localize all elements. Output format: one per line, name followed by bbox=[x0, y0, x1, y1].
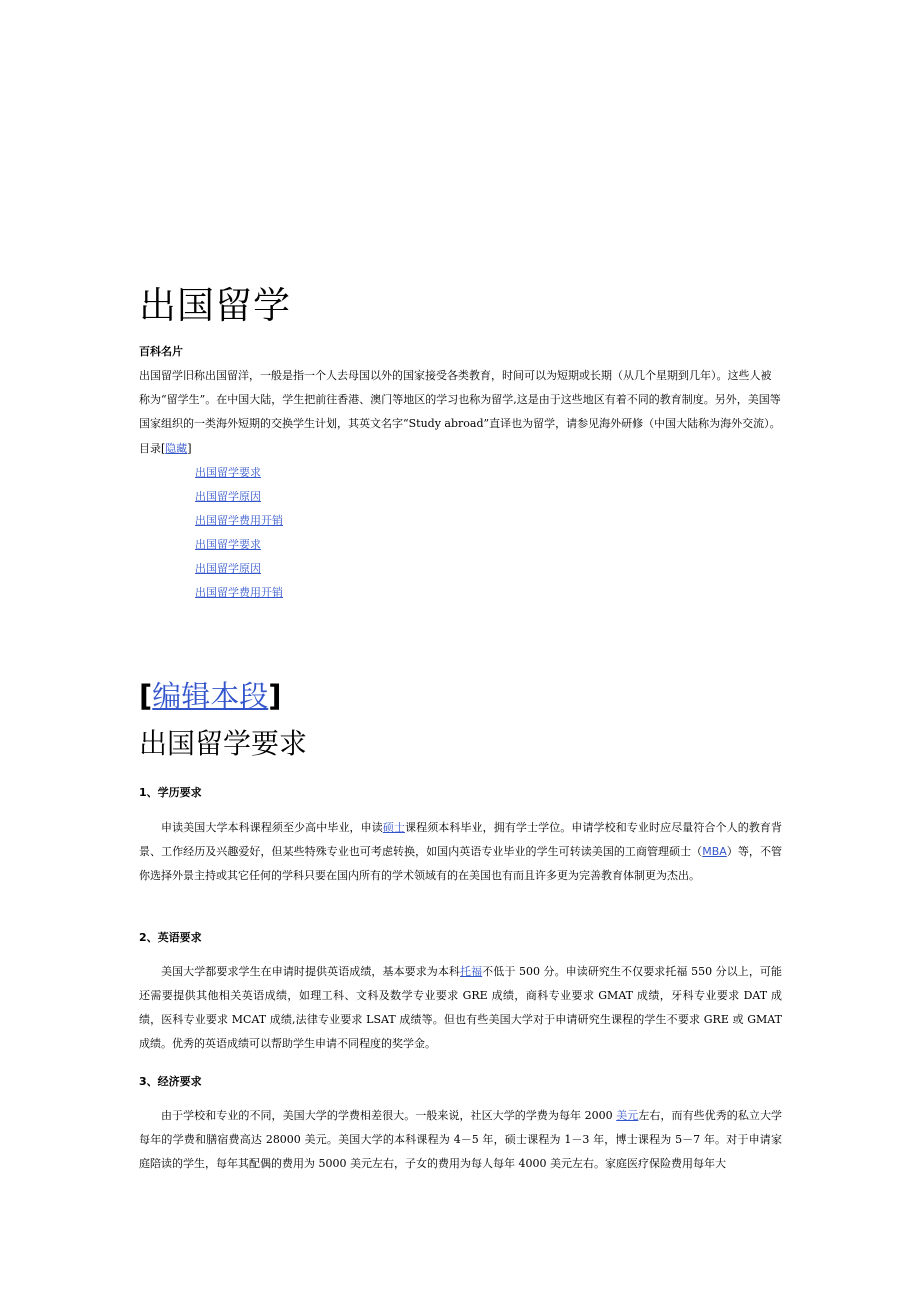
text-span: 不低于 500 分。申读研究生不仅要求托福 550 分以上，可能还需要提供其他相关英语成绩，如理工科、文科及数学专业要求 GRE 成绩，商科专业要求 GMAT 成绩，牙科专业要求 DAT 成绩，医科专业要求 MCAT 成绩,法律专业要求 LSAT 成绩等。但也有些美国大学对于申请研究生课程的学生不要求 GRE 或 GMAT 成绩。优秀的英语成绩可以帮助学生申请不同程度的奖学金。 bbox=[139, 965, 783, 1050]
toc-link-requirements[interactable]: 出国留学要求 bbox=[195, 466, 261, 479]
intro-paragraph: 出国留学旧称出国留洋，一般是指一个人去母国以外的国家接受各类教育，时间可以为短期或长期（从几个星期到几年）。这些人被称为“留学生”。在中国大陆，学生把前往香港、澳门等地区的学习也称为留学,这是由于这些地区有着不同的教育制度。另外，美国等国家组织的一类海外短期的交换学生计划，其英文名字“Study abroad”直译也为留学，请参见海外研修（中国大陆称为海外交流）。 bbox=[139, 369, 781, 430]
edit-section bbox=[139, 676, 282, 716]
table-of-contents bbox=[195, 461, 283, 605]
english-heading: 2、英语要求 bbox=[139, 931, 202, 944]
toefl-link[interactable]: 托福 bbox=[460, 965, 483, 978]
edit-bracket-close: ] bbox=[268, 679, 282, 713]
education-heading: 1、学历要求 bbox=[139, 786, 202, 799]
toc-hide-link[interactable]: 隐藏 bbox=[165, 442, 188, 455]
page-title: 出国留学 bbox=[139, 284, 291, 327]
toc-label: 目录[ bbox=[139, 442, 166, 455]
toc-item bbox=[195, 509, 283, 533]
master-link[interactable]: 硕士 bbox=[382, 821, 406, 834]
toc-item bbox=[195, 461, 283, 485]
education-paragraph bbox=[139, 816, 782, 888]
toc-link-costs[interactable]: 出国留学费用开销 bbox=[195, 514, 283, 527]
text-span: 美国大学都要求学生在申请时提供英语成绩，基本要求为本科 bbox=[161, 965, 461, 978]
economic-heading: 3、经济要求 bbox=[139, 1075, 202, 1088]
toc-item bbox=[195, 581, 283, 605]
text-span: 申读美国大学本科课程须至少高中毕业，申读 bbox=[161, 821, 383, 834]
toc-header bbox=[139, 437, 192, 461]
toc-link-reasons[interactable]: 出国留学原因 bbox=[195, 490, 261, 503]
toc-item bbox=[195, 557, 283, 581]
text-span: 由于学校和专业的不同，美国大学的学费相差很大。一般来说，社区大学的学费为每年 2000 bbox=[161, 1109, 617, 1122]
toc-link-reasons-2[interactable]: 出国留学原因 bbox=[195, 562, 261, 575]
text-span: 左右，而有些优秀的私立大学每年的学费和膳宿费高达 28000 美元。美国大学的本科课程为 4－5 年，硕士课程为 1－3 年，博士课程为 5－7 年。对于申请家庭陪读的学生，每年其配偶的费用为 5000 美元左右，子女的费用为每人每年 4000 美元左右。家庭医疗保险费用每年大 bbox=[139, 1109, 783, 1170]
text-span: 课程须本科毕业，拥有学士学位。申请学校和专业时应尽量符合个人的教育背景、工作经历及兴趣爱好，但某些特殊专业也可考虑转换，如国内英语专业毕业的学生可转读美国的工商管理硕士（ bbox=[139, 821, 783, 858]
toc-link-requirements-2[interactable]: 出国留学要求 bbox=[195, 538, 261, 551]
toc-bracket-close: ] bbox=[187, 442, 192, 455]
toc-item bbox=[195, 485, 283, 509]
section-title: 出国留学要求 bbox=[139, 727, 308, 760]
mba-link[interactable]: MBA bbox=[702, 845, 727, 858]
usd-link[interactable]: 美元 bbox=[616, 1109, 639, 1122]
economic-paragraph bbox=[139, 1104, 782, 1176]
edit-section-link[interactable]: 编辑本段 bbox=[152, 679, 269, 713]
toc-item bbox=[195, 533, 283, 557]
text-span: ）等，不管你选择外景主持或其它任何的学科只要在国内所有的学术领域有的在美国也有而且许多更为完善教育体制更为杰出。 bbox=[139, 845, 782, 882]
english-paragraph bbox=[139, 960, 782, 1056]
encyclopedia-card-label: 百科名片 bbox=[139, 345, 183, 358]
toc-link-costs-2[interactable]: 出国留学费用开销 bbox=[195, 586, 283, 599]
edit-bracket-open: [ bbox=[139, 679, 153, 713]
